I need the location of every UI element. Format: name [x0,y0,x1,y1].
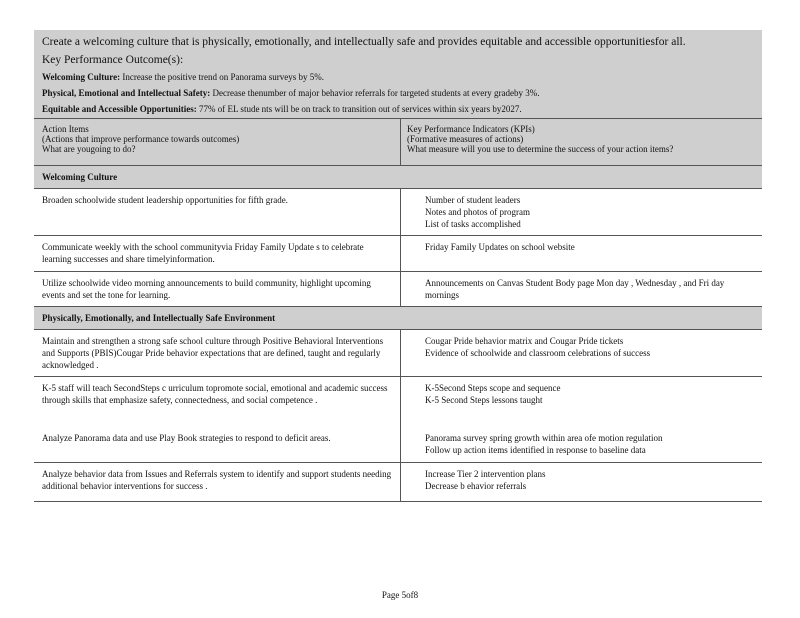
plan-table [34,166,762,502]
kpi-text: Increase Tier 2 intervention plans [425,469,546,479]
goal-block [34,30,762,119]
bullet-icon [407,382,425,394]
outcome-welcoming [42,72,754,82]
header-line: What measure will you use to determine the success of your action items? [407,144,674,154]
outcome-equity [42,104,754,114]
outcome-text: 77% of EL stude nts will be on track to transition out of services within six years by2027. [199,104,522,114]
kpi-item [407,218,756,230]
kpi-list [401,377,762,427]
table-row [34,330,762,377]
kpi-item [407,382,756,394]
kpi-item [407,480,756,492]
kpi-text: K-5 Second Steps lessons taught [425,395,543,405]
kpi-list [401,463,762,501]
kpi-list [401,189,762,235]
bullet-icon [407,468,425,480]
kpi-item [407,432,756,444]
kpi-list [401,427,762,462]
kpi-item [407,444,756,456]
bullet-icon [407,394,425,406]
kpi-text: Decrease b ehavior referrals [425,481,527,491]
kpi-list [401,236,762,271]
table-header [34,119,762,166]
bullet-icon [407,432,425,444]
bullet-icon [407,194,425,206]
outcome-label: Equitable and Accessible Opportunities: [42,104,197,114]
section-header: Welcoming Culture [34,166,762,189]
action-item: Maintain and strengthen a strong safe school culture through Positive Behavioral Interventions and Supports (PBIS)Cougar Pride behavior expectations that are defined, taught and regularly acknowledged . [34,330,401,376]
action-item: Utilize schoolwide video morning announcements to build community, highlight upcoming events and set the tone for learning. [34,272,401,306]
action-item: Broaden schoolwide student leadership opportunities for fifth grade. [34,189,401,235]
bullet-icon [407,335,425,347]
action-item: Analyze behavior data from Issues and Referrals system to identify and support students needing additional behavior interventions for success . [34,463,401,501]
kpi-item [407,194,756,206]
header-title: Action Items [42,124,89,134]
action-item: Analyze Panorama data and use Play Book strategies to respond to deficit areas. [34,427,401,462]
action-item: Communicate weekly with the school communityvia Friday Family Update s to celebrate learning successes and share timelyinformation. [34,236,401,271]
kpi-text: K-5Second Steps scope and sequence [425,383,561,393]
kpi-text: Evidence of schoolwide and classroom celebrations of success [425,348,651,358]
section-header: Physically, Emotionally, and Intellectually Safe Environment [34,307,762,330]
kpi-list [401,330,762,376]
kpi-item [407,206,756,218]
kpi-header [401,119,762,165]
table-row [34,272,762,307]
header-title: Key Performance Indicators (KPIs) [407,124,535,134]
action-items-header [34,119,401,165]
bullet-icon [407,277,425,301]
bullet-icon [407,218,425,230]
kpi-item [407,347,756,359]
table-row [34,236,762,272]
kpi-item [407,277,756,301]
bullet-icon [407,241,425,253]
action-item: K-5 staff will teach SecondSteps c urriculum topromote social, emotional and academic success through skills that emphasize safety, connectedness, and social competence . [34,377,401,427]
page-number: Page 5of8 [381,590,419,600]
kpi-text: List of tasks accomplished [425,219,521,229]
outcome-text: Decrease thenumber of major behavior referrals for targeted students at every gradeby 3%. [212,88,540,98]
bullet-icon [407,206,425,218]
table-row [34,427,762,463]
kpi-text: Friday Family Updates on school website [425,242,575,252]
outcome-label: Welcoming Culture: [42,72,121,82]
kpi-item [407,394,756,406]
kpi-text: Panorama survey spring growth within area ofe motion regulation [425,433,663,443]
bullet-icon [407,347,425,359]
kpi-item [407,241,756,253]
kpi-text: Follow up action items identified in response to baseline data [425,445,646,455]
kpi-text: Number of student leaders [425,195,521,205]
table-row [34,377,762,427]
kpi-text: Cougar Pride behavior matrix and Cougar Pride tickets [425,336,624,346]
header-line: (Formative measures of actions) [407,134,524,144]
table-row [34,189,762,236]
kpi-item [407,335,756,347]
kpi-text: Announcements on Canvas Student Body page Mon day , Wednesday , and Fri day mornings [425,278,725,300]
goal-statement: Create a welcoming culture that is physically, emotionally, and intellectually safe and provides equitable and accessible opportunitiesfor all. [42,36,686,48]
table-row [34,463,762,502]
document-page [34,30,762,502]
outcome-safety [42,88,754,98]
bullet-icon [407,444,425,456]
kpi-item [407,468,756,480]
outcome-label: Physical, Emotional and Intellectual Safety: [42,88,211,98]
outcome-text: Increase the positive trend on Panorama surveys by 5%. [122,72,325,82]
kpi-text: Notes and photos of program [425,207,530,217]
header-line: (Actions that improve performance towards outcomes) [42,134,240,144]
header-line: What are yougoing to do? [42,144,136,154]
bullet-icon [407,480,425,492]
kpo-heading: Key Performance Outcome(s): [42,54,184,66]
kpi-list [401,272,762,306]
